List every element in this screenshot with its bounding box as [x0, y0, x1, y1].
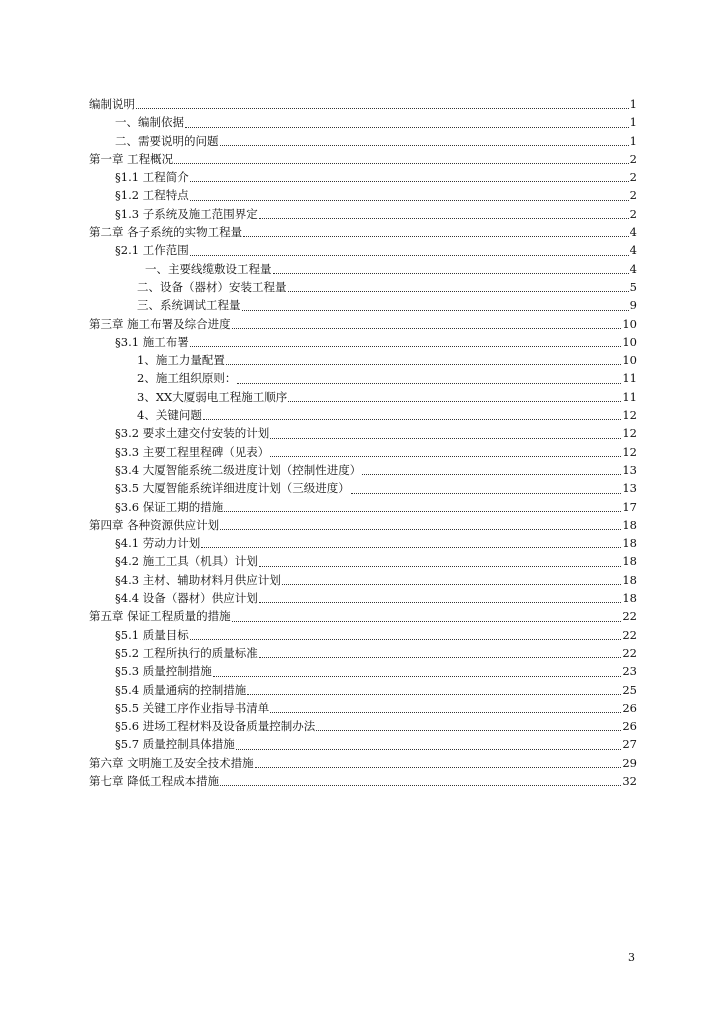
toc-dot-leader: [288, 400, 621, 402]
toc-entry[interactable]: [89, 735, 637, 753]
toc-entry-title: §4.1 劳动力计划: [115, 536, 201, 551]
toc-dot-leader: [190, 254, 629, 256]
toc-dot-leader: [174, 162, 629, 164]
toc-entry-title: §1.3 子系统及施工范围界定: [115, 206, 258, 221]
toc-entry-title: 第一章 工程概况: [89, 151, 174, 166]
toc-entry-title: §1.2 工程特点: [115, 188, 189, 203]
toc-entry[interactable]: [89, 406, 637, 424]
toc-entry-title: §1.1 工程简介: [115, 170, 189, 185]
toc-entry[interactable]: [89, 278, 637, 296]
toc-entry-title: 第七章 降低工程成本措施: [89, 773, 220, 788]
toc-entry[interactable]: [89, 132, 637, 150]
toc-entry-title: §3.1 施工布署: [115, 334, 189, 349]
toc-entry-page: 26: [622, 700, 637, 715]
toc-dot-leader: [220, 144, 629, 146]
toc-entry[interactable]: [89, 296, 637, 314]
toc-entry[interactable]: [89, 498, 637, 516]
toc-entry[interactable]: [89, 681, 637, 699]
toc-dot-leader: [220, 528, 621, 530]
toc-dot-leader: [190, 345, 622, 347]
toc-dot-leader: [224, 510, 621, 512]
toc-entry-page: 18: [622, 591, 637, 606]
toc-entry[interactable]: [89, 388, 637, 406]
toc-entry-title: 二、设备（器材）安装工程量: [137, 279, 287, 294]
toc-entry[interactable]: [89, 113, 637, 131]
toc-dot-leader: [316, 729, 621, 731]
toc-entry-title: §5.7 质量控制具体措施: [115, 737, 235, 752]
toc-dot-leader: [190, 180, 629, 182]
toc-dot-leader: [203, 418, 622, 420]
table-of-contents: [89, 95, 637, 790]
toc-entry-page: 10: [622, 334, 637, 349]
toc-dot-leader: [232, 327, 622, 329]
toc-dot-leader: [237, 382, 621, 384]
toc-entry[interactable]: [89, 552, 637, 570]
toc-entry[interactable]: [89, 168, 637, 186]
toc-entry[interactable]: [89, 534, 637, 552]
toc-entry-page: 18: [622, 572, 637, 587]
toc-entry-page: 13: [622, 481, 637, 496]
toc-dot-leader: [201, 546, 621, 548]
toc-entry[interactable]: [89, 516, 637, 534]
toc-entry-title: §2.1 工作范围: [115, 243, 189, 258]
toc-entry-page: 2: [629, 188, 637, 203]
toc-entry-page: 5: [629, 279, 637, 294]
toc-dot-leader: [270, 711, 621, 713]
toc-entry[interactable]: [89, 369, 637, 387]
toc-entry-title: 第五章 保证工程质量的措施: [89, 609, 231, 624]
toc-entry-page: 32: [622, 773, 637, 788]
toc-entry-title: §3.6 保证工期的措施: [115, 499, 224, 514]
toc-entry-title: §5.2 工程所执行的质量标准: [115, 645, 258, 660]
toc-entry-title: §4.3 主材、辅助材料月供应计划: [115, 572, 281, 587]
toc-entry-page: 12: [622, 408, 637, 423]
toc-entry-title: §3.5 大厦智能系统详细进度计划（三级进度）: [115, 481, 350, 496]
toc-entry[interactable]: [89, 424, 637, 442]
toc-dot-leader: [259, 656, 622, 658]
toc-entry-page: 4: [629, 261, 637, 276]
toc-entry-title: 编制说明: [89, 97, 135, 111]
toc-entry[interactable]: [89, 186, 637, 204]
toc-dot-leader: [190, 638, 622, 640]
toc-entry-page: 4: [629, 225, 637, 240]
toc-entry[interactable]: [89, 223, 637, 241]
toc-entry-title: 第六章 文明施工及安全技术措施: [89, 755, 254, 770]
toc-dot-leader: [259, 565, 622, 567]
toc-entry[interactable]: [89, 717, 637, 735]
toc-entry[interactable]: [89, 699, 637, 717]
toc-entry[interactable]: [89, 644, 637, 662]
toc-entry-title: 4、关键问题: [137, 408, 202, 423]
toc-dot-leader: [213, 675, 622, 677]
toc-entry-page: 22: [622, 609, 637, 624]
toc-entry-page: 22: [622, 627, 637, 642]
toc-dot-leader: [273, 272, 629, 274]
toc-entry[interactable]: [89, 772, 637, 790]
toc-entry-title: §5.1 质量目标: [115, 627, 189, 642]
toc-entry-title: 二、需要说明的问题: [115, 133, 219, 148]
toc-entry[interactable]: [89, 479, 637, 497]
toc-entry-page: 1: [629, 115, 637, 130]
toc-entry[interactable]: [89, 351, 637, 369]
toc-entry-page: 10: [622, 353, 637, 368]
toc-entry-page: 2: [629, 151, 637, 166]
toc-entry[interactable]: [89, 260, 637, 278]
toc-dot-leader: [190, 199, 629, 201]
toc-dot-leader: [247, 693, 621, 695]
toc-entry-title: §5.4 质量通病的控制措施: [115, 682, 247, 697]
toc-entry[interactable]: [89, 95, 637, 113]
toc-entry-title: 一、编制依据: [115, 115, 184, 130]
toc-entry[interactable]: [89, 241, 637, 259]
toc-entry-title: §3.3 主要工程里程碑（见表）: [115, 444, 270, 459]
toc-entry-title: 第三章 施工布署及综合进度: [89, 316, 231, 331]
toc-dot-leader: [236, 748, 622, 750]
toc-entry-title: §5.5 关键工序作业指导书清单: [115, 700, 270, 715]
toc-dot-leader: [255, 766, 622, 768]
toc-entry-page: 11: [622, 371, 637, 386]
toc-entry-title: §3.2 要求土建交付安装的计划: [115, 426, 270, 441]
toc-entry-page: 4: [629, 243, 637, 258]
toc-entry-page: 1: [629, 97, 637, 111]
page-number: 3: [628, 951, 635, 964]
toc-entry-title: 3、XX大厦弱电工程施工顺序: [137, 389, 288, 404]
toc-entry[interactable]: [89, 589, 637, 607]
toc-entry-page: 10: [622, 316, 637, 331]
toc-entry[interactable]: [89, 607, 637, 625]
toc-dot-leader: [288, 290, 629, 292]
toc-entry-page: 25: [622, 682, 637, 697]
toc-entry-page: 18: [622, 517, 637, 532]
toc-entry-page: 12: [622, 426, 637, 441]
toc-entry[interactable]: [89, 205, 637, 223]
toc-entry-page: 13: [622, 462, 637, 477]
toc-entry-page: 17: [622, 499, 637, 514]
toc-entry-page: 11: [622, 389, 637, 404]
toc-entry-page: 18: [622, 536, 637, 551]
toc-dot-leader: [362, 473, 621, 475]
toc-dot-leader: [226, 363, 622, 365]
toc-entry-page: 26: [622, 719, 637, 734]
toc-entry[interactable]: [89, 662, 637, 680]
toc-dot-leader: [185, 126, 629, 128]
toc-dot-leader: [259, 601, 622, 603]
toc-entry-title: 三、系统调试工程量: [137, 298, 241, 313]
toc-dot-leader: [136, 107, 629, 109]
toc-entry-page: 22: [622, 645, 637, 660]
toc-entry-title: 第二章 各子系统的实物工程量: [89, 225, 243, 240]
toc-entry-title: 第四章 各种资源供应计划: [89, 517, 220, 532]
toc-entry[interactable]: [89, 443, 637, 461]
toc-entry-title: §5.3 质量控制措施: [115, 664, 212, 679]
toc-dot-leader: [242, 309, 629, 311]
toc-entry-page: 29: [622, 755, 637, 770]
toc-dot-leader: [270, 455, 621, 457]
toc-dot-leader: [243, 235, 629, 237]
toc-entry-page: 27: [622, 737, 637, 752]
toc-entry-title: §3.4 大厦智能系统二级进度计划（控制性进度）: [115, 462, 362, 477]
toc-entry[interactable]: [89, 150, 637, 168]
toc-dot-leader: [232, 620, 622, 622]
toc-entry-page: 9: [629, 298, 637, 313]
toc-entry[interactable]: [89, 315, 637, 333]
toc-dot-leader: [351, 492, 622, 494]
toc-entry-page: 23: [622, 664, 637, 679]
toc-dot-leader: [259, 217, 629, 219]
toc-dot-leader: [270, 437, 621, 439]
toc-entry-title: §4.2 施工工具（机具）计划: [115, 554, 258, 569]
toc-entry[interactable]: [89, 333, 637, 351]
toc-entry-title: 1、施工力量配置: [137, 353, 225, 368]
toc-dot-leader: [282, 583, 622, 585]
toc-entry-page: 12: [622, 444, 637, 459]
toc-entry-title: 一、主要线缆敷设工程量: [145, 261, 272, 276]
toc-entry-page: 2: [629, 206, 637, 221]
toc-entry-page: 2: [629, 170, 637, 185]
toc-entry-page: 18: [622, 554, 637, 569]
toc-entry-title: §4.4 设备（器材）供应计划: [115, 591, 258, 606]
toc-entry[interactable]: [89, 571, 637, 589]
toc-entry-page: 1: [629, 133, 637, 148]
toc-entry[interactable]: [89, 626, 637, 644]
toc-dot-leader: [220, 784, 621, 786]
toc-entry-title: 2、施工组织原则：: [137, 371, 237, 386]
toc-entry-title: §5.6 进场工程材料及设备质量控制办法: [115, 719, 316, 734]
toc-entry[interactable]: [89, 461, 637, 479]
toc-entry[interactable]: [89, 754, 637, 772]
